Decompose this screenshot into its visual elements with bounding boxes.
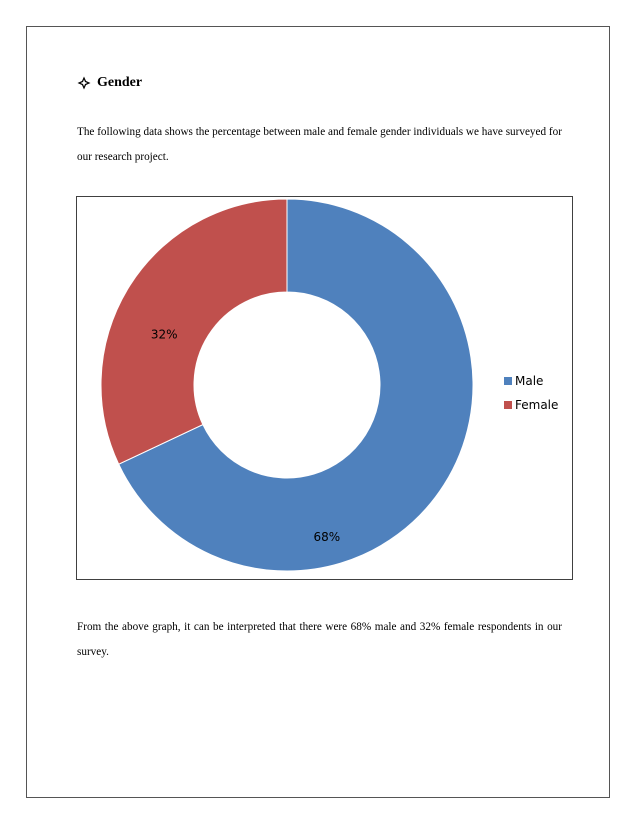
data-label-male: 68%	[313, 530, 341, 545]
conclusion-paragraph: From the above graph, it can be interpreted that there were 68% male and 32% female respondents in our survey.	[77, 621, 562, 658]
section-heading	[77, 75, 142, 91]
chart-frame	[76, 196, 573, 580]
diamond-bullet-icon	[77, 76, 91, 90]
legend-item-male	[504, 369, 558, 393]
legend-item-female	[504, 393, 558, 417]
doughnut-chart	[77, 197, 572, 579]
legend-label-female: Female	[515, 398, 559, 412]
intro-paragraph: The following data shows the percentage between male and female gender individuals we have surveyed for our research project.	[77, 126, 562, 163]
chart-legend	[504, 369, 558, 417]
legend-label-male: Male	[515, 374, 544, 388]
data-label-female: 32%	[150, 327, 178, 342]
slice-female	[101, 199, 287, 464]
heading-text: Gender	[97, 75, 143, 90]
legend-swatch-male	[504, 377, 512, 385]
legend-swatch-female	[504, 401, 512, 409]
